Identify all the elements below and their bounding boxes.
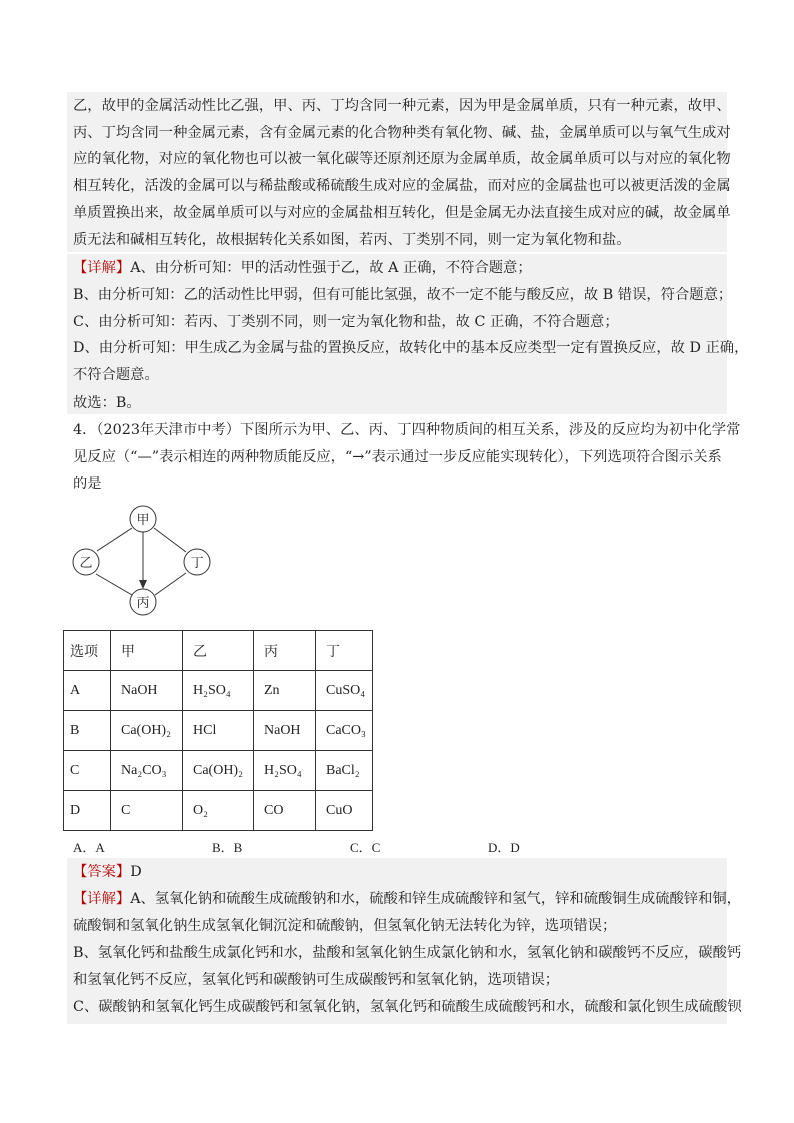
analysis-line: 质无法和碱相互转化，故根据转化关系如图，若丙、丁类别不同，则一定为氧化物和盐。 [73, 232, 631, 248]
detail-line [73, 889, 741, 909]
detail-line: B、氢氧化钙和盐酸生成氯化钙和水，盐酸和氢氧化钠生成氯化钠和水，氢氧化钠和碳酸钙不反应，碳酸钙 [73, 945, 742, 961]
edge-jia-ding [154, 528, 186, 552]
table-row [64, 671, 373, 711]
table-row [64, 751, 373, 791]
analysis-line: 单质置换出来，故金属单质可以与对应的金属盐相互转化，但是金属无办法直接生成对应的碱，故金属单 [73, 205, 731, 221]
table-cell: D [64, 791, 111, 831]
detail-line: 硫酸铜和氢氧化钠生成氢氧化铜沉淀和硫酸钠，但氢氧化钠无法转化为锌，选项错误； [73, 918, 617, 934]
table-cell: CaCO₃ [316, 711, 373, 751]
detail-line: C、碳酸钠和氢氧化钙生成碳酸钙和氢氧化钠，氢氧化钙和硫酸生成硫酸钙和水，硫酸和氯化钡生成硫酸钡 [73, 999, 742, 1015]
edge-yi-bing [96, 574, 132, 595]
choice-d[interactable]: D．D [488, 840, 520, 855]
detail-text: A、由分析可知：甲的活动性强于乙，故 A 正确，不符合题意； [130, 260, 532, 276]
detail-line: 不符合题意。 [73, 367, 159, 383]
analysis-line: 乙，故甲的金属活动性比乙强，甲、丙、丁均含同一种元素，因为甲是金属单质，只有一种元素，故甲、 [73, 98, 731, 114]
detail-line: 和氢氧化钙不反应，氢氧化钙和碳酸钠可生成碳酸钙和氢氧化钠，选项错误； [73, 972, 560, 988]
table-cell: Ca(OH)₂ [111, 711, 183, 751]
table-cell: Ca(OH)₂ [183, 751, 254, 791]
table-header-cell: 选项 [64, 631, 111, 671]
table-cell: BaCl₂ [316, 751, 373, 791]
edge-ding-bing [155, 573, 186, 595]
table-header-cell: 丁 [316, 631, 373, 671]
analysis-line: 相互转化，活泼的金属可以与稀盐酸或稀硫酸生成对应的金属盐，而对应的金属盐也可以被更活泼的金属 [73, 178, 731, 194]
table-cell: H₂SO₄ [254, 751, 316, 791]
node-label: 乙 [79, 556, 93, 571]
analysis-block [67, 92, 727, 252]
table-header-row [64, 631, 373, 671]
question-line: 见反应（“—”表示相连的两种物质能反应，“→”表示通过一步反应能实现转化），下列选项符合图示关系 [73, 449, 722, 465]
table-cell: CuO [316, 791, 373, 831]
detail-tag: 【详解】 [73, 891, 131, 907]
relation-diagram [68, 502, 228, 622]
detail-text: A、氢氧化钠和硫酸生成硫酸钠和水，硫酸和锌生成硫酸锌和氢气，锌和硫酸铜生成硫酸锌和铜， [130, 891, 741, 907]
question-line: 4．（2023年天津市中考）下图所示为甲、乙、丙、丁四种物质间的相互关系，涉及的反应均为初中化学常 [73, 422, 741, 438]
node-label: 丁 [190, 556, 204, 571]
question-line: 的是 [73, 476, 102, 492]
table-row [64, 711, 373, 751]
table-row [64, 791, 373, 831]
detail-line: 故选：B。 [73, 395, 141, 411]
table-cell: CuSO₄ [316, 671, 373, 711]
table-cell: C [64, 751, 111, 791]
table-cell: O₂ [183, 791, 254, 831]
answer-tag: 【答案】 [73, 864, 131, 880]
detail-line: D、由分析可知：甲生成乙为金属与盐的置换反应，故转化中的基本反应类型一定有置换反应，故 D 正确， [73, 340, 749, 356]
choice-c[interactable]: C．C [350, 840, 381, 855]
options-table [63, 630, 373, 831]
table-cell: NaOH [111, 671, 183, 711]
detail-block-1 [67, 254, 727, 414]
choice-a[interactable]: A．A [73, 840, 105, 855]
table-cell: CO [254, 791, 316, 831]
choice-b[interactable]: B．B [212, 840, 243, 855]
table-cell: NaOH [254, 711, 316, 751]
answer-line [73, 862, 142, 882]
table-cell: B [64, 711, 111, 751]
answer-value: D [130, 864, 142, 880]
table-header-cell: 甲 [111, 631, 183, 671]
node-label: 甲 [136, 513, 150, 528]
table-header-cell: 乙 [183, 631, 254, 671]
table-cell: HCl [183, 711, 254, 751]
table-cell: Na₂CO₃ [111, 751, 183, 791]
table-cell: Zn [254, 671, 316, 711]
detail-line [73, 258, 532, 278]
table-cell: H₂SO₄ [183, 671, 254, 711]
analysis-line: 应的氧化物，对应的氧化物也可以被一氧化碳等还原剂还原为金属单质，故金属单质可以与对应的氧化物 [73, 151, 731, 167]
table-header-cell: 丙 [254, 631, 316, 671]
node-label: 丙 [136, 596, 150, 611]
arrow-head [139, 580, 147, 589]
table-cell: C [111, 791, 183, 831]
edge-jia-yi [97, 528, 132, 551]
table-cell: A [64, 671, 111, 711]
analysis-line: 丙、丁均含同一种金属元素，含有金属元素的化合物种类有氧化物、碱、盐，金属单质可以与氧气生成对 [73, 125, 731, 141]
detail-line: B、由分析可知：乙的活动性比甲弱，但有可能比氢强，故不一定不能与酸反应，故 B 错误，符合题意； [73, 287, 733, 303]
detail-line: C、由分析可知：若丙、丁类别不同，则一定为氧化物和盐，故 C 正确，不符合题意； [73, 314, 619, 330]
detail-tag: 【详解】 [73, 260, 131, 276]
